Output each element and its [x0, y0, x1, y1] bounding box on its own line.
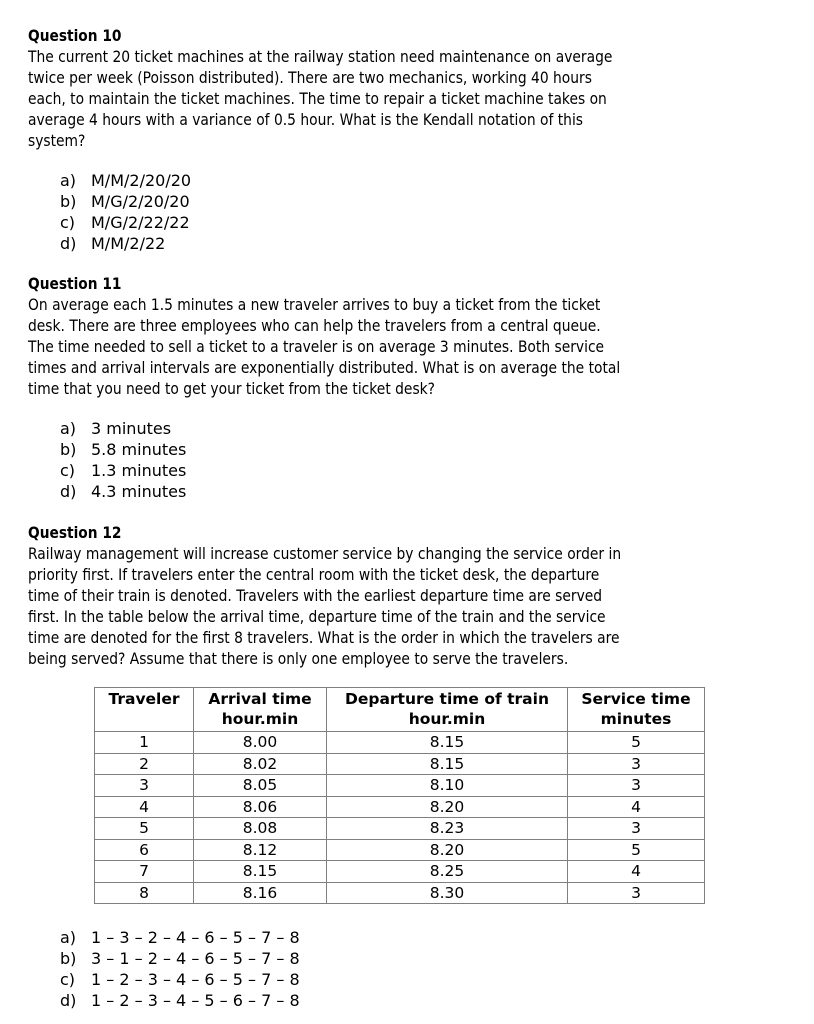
cell-departure: 8.30 [327, 882, 568, 904]
option-text: 3 minutes [91, 419, 172, 438]
option-letter: d) [60, 991, 77, 1010]
cell-traveler: 5 [95, 818, 194, 840]
question-text-line: time are denoted for the first 8 travelers. What is the order in which the travelers are [28, 628, 620, 647]
cell-traveler: 2 [95, 753, 194, 775]
cell-arrival: 8.05 [194, 775, 327, 797]
header-label: Departure time of train [344, 690, 549, 708]
table-row [95, 775, 705, 797]
option-letter: c) [60, 213, 76, 232]
header-service-time [568, 688, 705, 732]
option-text: 4.3 minutes [91, 482, 187, 501]
cell-service: 3 [568, 882, 705, 904]
option-text: 5.8 minutes [91, 440, 187, 459]
option-b [60, 191, 191, 212]
cell-service: 5 [568, 839, 705, 861]
header-label: Traveler [108, 690, 180, 708]
option-text: 1.3 minutes [91, 461, 187, 480]
question-10-options [60, 170, 191, 254]
traveler-table [94, 687, 705, 904]
cell-departure: 8.10 [327, 775, 568, 797]
question-text-line: first. In the table below the arrival time, departure time of the train and the service [28, 607, 606, 626]
option-letter: b) [60, 440, 77, 459]
header-label: Arrival time [208, 690, 312, 708]
cell-service: 3 [568, 818, 705, 840]
cell-arrival: 8.15 [194, 861, 327, 883]
question-text-line: Railway management will increase customer service by changing the service order in [28, 544, 622, 563]
cell-traveler: 6 [95, 839, 194, 861]
cell-arrival: 8.02 [194, 753, 327, 775]
question-text-line: time that you need to get your ticket from the ticket desk? [28, 379, 436, 398]
question-text-line: desk. There are three employees who can help the travelers from a central queue. [28, 316, 601, 335]
question-text-line: twice per week (Poisson distributed). There are two mechanics, working 40 hours [28, 68, 592, 87]
traveler-table-container [94, 687, 705, 904]
table-row [95, 796, 705, 818]
question-11-title: Question 11 [28, 274, 122, 293]
cell-traveler: 7 [95, 861, 194, 883]
table-row [95, 861, 705, 883]
cell-traveler: 4 [95, 796, 194, 818]
option-letter: a) [60, 171, 77, 190]
option-c [60, 969, 300, 990]
question-text-line: being served? Assume that there is only one employee to serve the travelers. [28, 649, 569, 668]
header-arrival-time [194, 688, 327, 732]
question-text-line: The current 20 ticket machines at the railway station need maintenance on average [28, 47, 613, 66]
cell-arrival: 8.08 [194, 818, 327, 840]
question-10-title: Question 10 [28, 26, 122, 45]
cell-service: 4 [568, 796, 705, 818]
cell-service: 5 [568, 732, 705, 754]
cell-traveler: 1 [95, 732, 194, 754]
header-unit: hour.min [221, 710, 299, 728]
option-d [60, 233, 191, 254]
cell-arrival: 8.16 [194, 882, 327, 904]
question-text-line: system? [28, 131, 86, 150]
option-letter: a) [60, 928, 77, 947]
header-label: Service time [581, 690, 691, 708]
question-text-line: average 4 hours with a variance of 0.5 hour. What is the Kendall notation of this [28, 110, 584, 129]
option-c [60, 212, 191, 233]
cell-arrival: 8.12 [194, 839, 327, 861]
option-text: M/M/2/20/20 [91, 171, 192, 190]
header-unit: minutes [600, 710, 672, 728]
cell-departure: 8.15 [327, 753, 568, 775]
option-text: M/M/2/22 [91, 234, 166, 253]
option-text: 1 – 3 – 2 – 4 – 6 – 5 – 7 – 8 [91, 928, 300, 947]
option-a [60, 170, 191, 191]
question-11-text [28, 294, 789, 399]
question-11-options [60, 418, 186, 502]
option-text: 1 – 2 – 3 – 4 – 6 – 5 – 7 – 8 [91, 970, 300, 989]
option-text: M/G/2/22/22 [91, 213, 190, 232]
option-a [60, 927, 300, 948]
option-d [60, 481, 186, 502]
table-row [95, 818, 705, 840]
cell-departure: 8.25 [327, 861, 568, 883]
table-row [95, 753, 705, 775]
question-text-line: The time needed to sell a ticket to a traveler is on average 3 minutes. Both service [28, 337, 605, 356]
option-text: 1 – 2 – 3 – 4 – 5 – 6 – 7 – 8 [91, 991, 300, 1010]
option-letter: b) [60, 949, 77, 968]
cell-service: 3 [568, 775, 705, 797]
question-text-line: each, to maintain the ticket machines. The time to repair a ticket machine takes on [28, 89, 607, 108]
cell-service: 3 [568, 753, 705, 775]
question-12-title: Question 12 [28, 523, 122, 542]
cell-departure: 8.20 [327, 839, 568, 861]
option-letter: a) [60, 419, 77, 438]
option-letter: b) [60, 192, 77, 211]
question-text-line: time of their train is denoted. Travelers with the earliest departure time are served [28, 586, 603, 605]
option-a [60, 418, 186, 439]
cell-service: 4 [568, 861, 705, 883]
header-unit: hour.min [408, 710, 486, 728]
option-letter: d) [60, 234, 77, 253]
option-d [60, 990, 300, 1011]
question-12-text [28, 543, 789, 669]
header-departure-time [327, 688, 568, 732]
table-row [95, 732, 705, 754]
question-text-line: times and arrival intervals are exponentially distributed. What is on average the total [28, 358, 621, 377]
option-letter: c) [60, 970, 76, 989]
option-b [60, 948, 300, 969]
table-row [95, 882, 705, 904]
table-row [95, 839, 705, 861]
option-letter: d) [60, 482, 77, 501]
question-text-line: priority first. If travelers enter the central room with the ticket desk, the departure [28, 565, 600, 584]
option-text: M/G/2/20/20 [91, 192, 190, 211]
cell-traveler: 8 [95, 882, 194, 904]
cell-arrival: 8.06 [194, 796, 327, 818]
cell-arrival: 8.00 [194, 732, 327, 754]
option-c [60, 460, 186, 481]
cell-traveler: 3 [95, 775, 194, 797]
option-text: 3 – 1 – 2 – 4 – 6 – 5 – 7 – 8 [91, 949, 300, 968]
cell-departure: 8.15 [327, 732, 568, 754]
option-b [60, 439, 186, 460]
cell-departure: 8.23 [327, 818, 568, 840]
question-text-line: On average each 1.5 minutes a new traveler arrives to buy a ticket from the ticket [28, 295, 601, 314]
option-letter: c) [60, 461, 76, 480]
cell-departure: 8.20 [327, 796, 568, 818]
table-header-row [95, 688, 705, 732]
header-traveler [95, 688, 194, 732]
question-12-options [60, 927, 300, 1011]
question-10-text [28, 46, 789, 151]
